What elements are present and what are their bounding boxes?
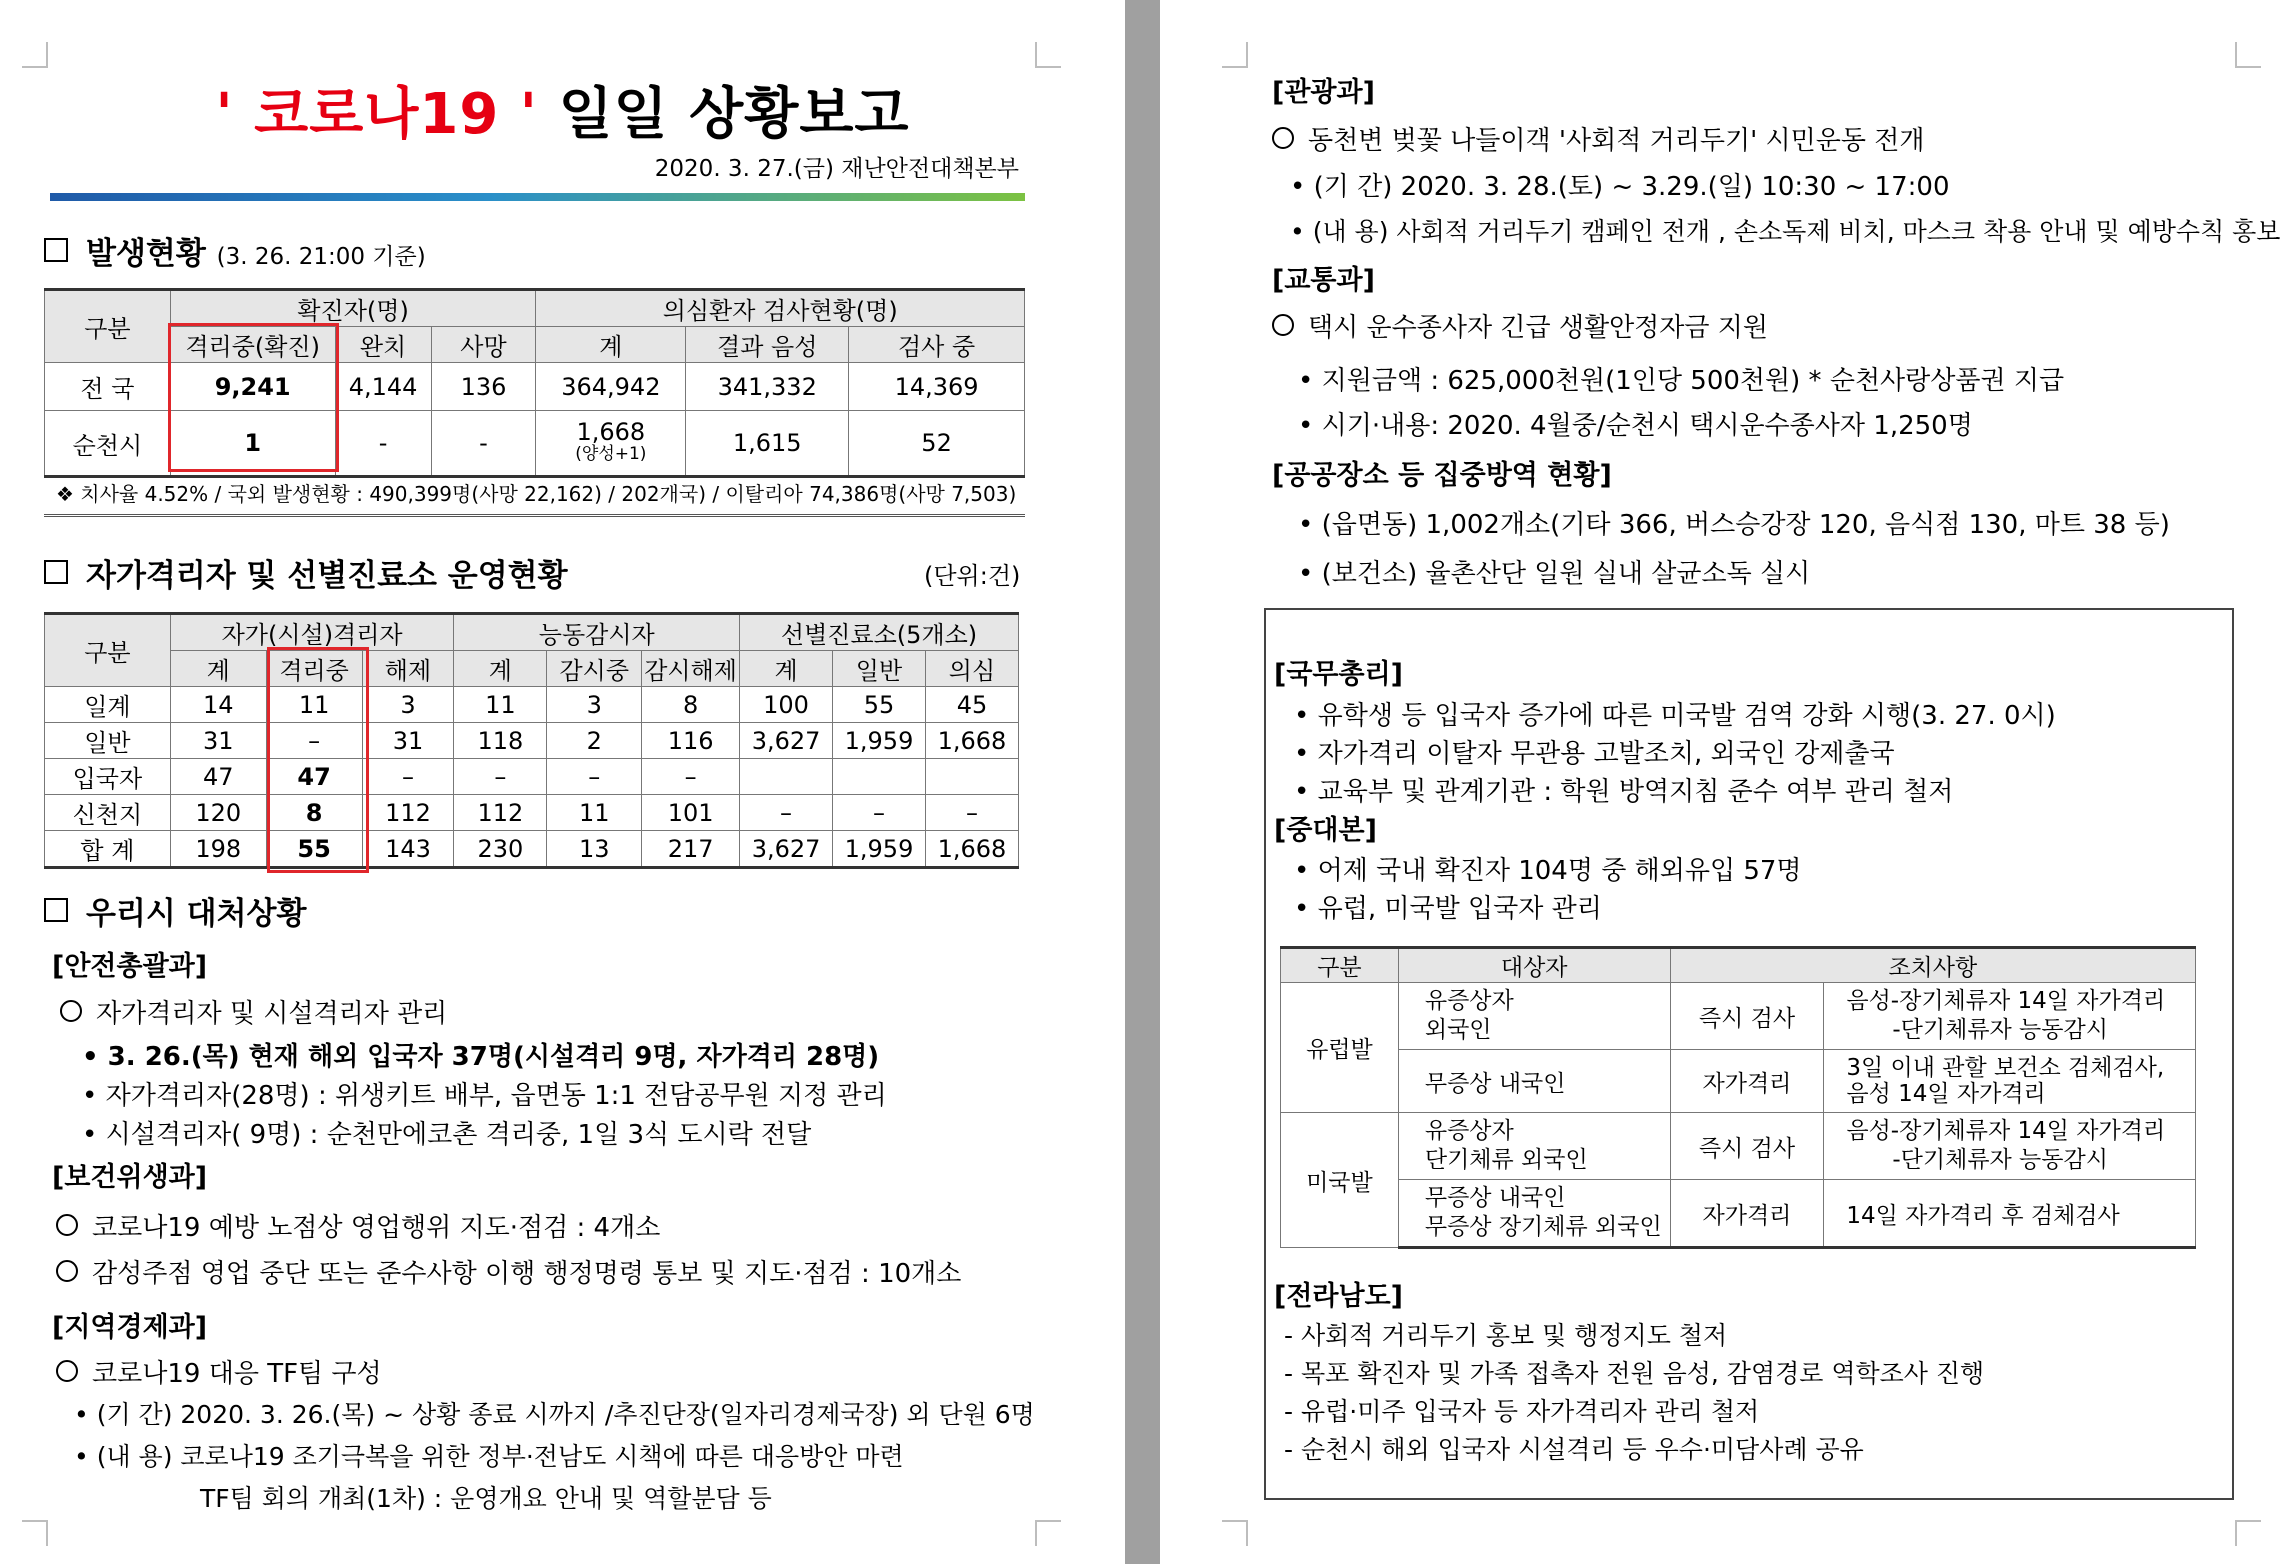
list-item: • 자가격리 이탈자 무관용 고발조치, 외국인 강제출국 — [1294, 739, 1895, 769]
list-item: • 시설격리자( 9명) : 순천만에코촌 격리중, 1일 3식 도시락 전달 — [82, 1120, 812, 1150]
list-item: • (보건소) 율촌산단 일원 실내 살균소독 실시 — [1298, 559, 1811, 589]
page-corner-mark — [2235, 1520, 2261, 1546]
list-item: • (기 간) 2020. 3. 26.(목) ~ 상황 종료 시까지 /추진단장(일자리경제국장) 외 단원 6명 — [74, 1400, 1035, 1429]
table-row: 무증상 내국인 자가격리 3일 이내 관할 보건소 검체검사, 음성 14일 자가격리 — [1281, 1050, 2196, 1113]
list-item: • 시기·내용: 2020. 4월중/순천시 택시운수종사자 1,250명 — [1298, 411, 1973, 441]
table-row: 일계 14 11 3 11 3 8 100 55 45 — [45, 687, 1019, 723]
unit-label: (단위:건) — [924, 562, 1021, 590]
report-page-1 — [0, 0, 1125, 1564]
report-page-2 — [1160, 0, 2285, 1564]
list-item: - 유럽·미주 입국자 등 자가격리자 관리 철저 — [1284, 1397, 1760, 1426]
list-item: • (내 용) 사회적 거리두기 캠페인 전개 , 손소독제 비치, 마스크 착용 안내 및 예방수칙 홍보 — [1290, 217, 2281, 246]
col-testing: 검사 중 — [849, 327, 1025, 363]
list-item: • 유학생 등 입국자 증가에 따른 미국발 검역 강화 시행(3. 27. 0시) — [1294, 701, 2056, 731]
list-item: TF팀 회의 개최(1차) : 운영개요 안내 및 역할분담 등 — [200, 1484, 772, 1513]
jeonnam-title: [전라남도] — [1274, 1281, 1404, 1312]
dept-economy-title: [지역경제과] — [52, 1312, 208, 1343]
title-underline-bar — [50, 193, 1025, 201]
list-item: • (내 용) 코로나19 조기극복을 위한 정부·전남도 시책에 따른 대응방안 마련 — [74, 1442, 904, 1471]
list-item: • 어제 국내 확진자 104명 중 해외유입 57명 — [1294, 856, 1802, 886]
list-item: • 지원금액 : 625,000천원(1인당 500천원) * 순천사랑상품권 지급 — [1298, 366, 2065, 396]
list-item: • 교육부 및 관계기관 : 학원 방역지침 준수 여부 관리 철저 — [1294, 777, 1954, 807]
section-occurrence-heading: 발생현황 (3. 26. 21:00 기준) — [44, 228, 426, 273]
circle-bullet-icon — [60, 1000, 82, 1022]
basis-time: (3. 26. 21:00 기준) — [216, 244, 426, 270]
table-row: 무증상 내국인 무증상 장기체류 외국인 자가격리 14일 자가격리 후 검체검사 — [1281, 1180, 2196, 1248]
list-item: 감성주점 영업 중단 또는 준수사항 이행 행정명령 통보 및 지도·점검 : 10개소 — [56, 1253, 961, 1290]
table-row: 입국자 47 47 – – – – — [45, 759, 1019, 795]
circle-bullet-icon — [56, 1260, 78, 1282]
col-gubun: 구분 — [45, 290, 171, 363]
positive-note: (양성+1) — [575, 444, 647, 464]
table-row: 미국발 유증상자 단기체류 외국인 즉시 검사 음성-장기체류자 14일 자가격리 -단기체류자 능동감시 — [1281, 1113, 2196, 1180]
table-row: 전 국 9,241 4,144 136 364,942 341,332 14,369 — [45, 363, 1025, 411]
economy-main: 코로나19 대응 TF팀 구성 — [56, 1353, 382, 1390]
title-main: 일일 상황보고 — [558, 82, 910, 147]
checkbox-icon — [44, 238, 68, 262]
col-total: 계 — [536, 327, 686, 363]
page-corner-mark — [1035, 1520, 1061, 1546]
list-item: • 3. 26.(목) 현재 해외 입국자 37명(시설격리 9명, 자가격리 28명) — [82, 1042, 880, 1072]
highlight-box — [168, 323, 339, 472]
circle-bullet-icon — [56, 1214, 78, 1236]
list-item: - 사회적 거리두기 홍보 및 행정지도 철저 — [1284, 1321, 1728, 1350]
dept-safety-title: [안전총괄과] — [52, 951, 208, 982]
col-death: 사망 — [431, 327, 536, 363]
dept-tourism-title: [관광과] — [1272, 77, 1375, 108]
document-title — [0, 70, 1125, 150]
quarantine-table: 구분 자가(시설)격리자 능동감시자 선별진료소(5개소) 계 격리중 해제 계 감시중 감시해제 계 일반 의심 일계 14 11 3 11 3 8 100 55 45 일반 31 – 31 118 2 116 3,627 1,959 1,668 입국자 47 47 – – – – 신천지 120 8 112 112 11 101 – – – 합 계 198 55 143 230 13 217 3,627 1,959 1,668 — [44, 612, 1019, 869]
circle-bullet-icon — [56, 1360, 78, 1382]
col-suspect: 의심환자 검사현황(명) — [536, 290, 1025, 327]
section-quarantine-heading: 자가격리자 및 선별진료소 운영현황 — [44, 550, 568, 595]
list-item: • (기 간) 2020. 3. 28.(토) ~ 3.29.(일) 10:30 ~ 17:00 — [1290, 172, 1950, 202]
section-response-heading: 우리시 대처상황 — [44, 888, 306, 933]
page-corner-mark — [22, 42, 48, 68]
dept-health-title: [보건위생과] — [52, 1162, 208, 1193]
table-row: 신천지 120 8 112 112 11 101 – – – — [45, 795, 1019, 831]
col-gubun: 구분 — [45, 614, 171, 687]
col-confirmed: 확진자(명) — [170, 290, 536, 327]
highlight-box — [267, 647, 369, 873]
circle-bullet-icon — [1272, 314, 1294, 336]
table-row: 합 계 198 55 143 230 13 217 3,627 1,959 1,668 — [45, 831, 1019, 868]
table-row: 유럽발 유증상자 외국인 즉시 검사 음성-장기체류자 14일 자가격리 -단기체류자 능동감시 — [1281, 983, 2196, 1050]
hq-title: [중대본] — [1274, 815, 1377, 846]
circle-bullet-icon — [1272, 127, 1294, 149]
list-item: 코로나19 예방 노점상 영업행위 지도·점검 : 4개소 — [56, 1207, 660, 1244]
page-corner-mark — [22, 1520, 48, 1546]
dept-traffic-title: [교통과] — [1272, 265, 1375, 296]
col-recovered: 완치 — [335, 327, 431, 363]
title-covid-label: ' 코로나19 ' — [215, 82, 538, 147]
table-row: 일반 31 – 31 118 2 116 3,627 1,959 1,668 — [45, 723, 1019, 759]
list-item: • 자가격리자(28명) : 위생키트 배부, 읍면동 1:1 전담공무원 지정 관리 — [82, 1081, 887, 1111]
page-corner-mark — [2235, 42, 2261, 68]
report-date: 2020. 3. 27.(금) 재난안전대책본부 — [654, 156, 1019, 182]
col-active-monitoring: 능동감시자 — [454, 614, 740, 651]
checkbox-icon — [44, 560, 68, 584]
page-corner-mark — [1222, 1520, 1248, 1546]
col-screening-clinic: 선별진료소(5개소) — [740, 614, 1019, 651]
page-corner-mark — [1222, 42, 1248, 68]
public-places-title: [공공장소 등 집중방역 현황] — [1272, 460, 1612, 491]
list-item: - 목포 확진자 및 가족 접촉자 전원 음성, 감염경로 역학조사 진행 — [1284, 1359, 1985, 1388]
table-row: 순천시 1 - - 1,668 (양성+1) 1,615 52 — [45, 411, 1025, 477]
list-item: • (읍면동) 1,002개소(기타 366, 버스승강장 120, 음식점 130, 마트 38 등) — [1298, 510, 2170, 540]
checkbox-icon — [44, 898, 68, 922]
traffic-main: 택시 운수종사자 긴급 생활안정자금 지원 — [1272, 307, 1768, 344]
pm-title: [국무총리] — [1274, 659, 1404, 690]
tourism-main: 동천변 벚꽃 나들이객 '사회적 거리두기' 시민운동 전개 — [1272, 120, 1924, 157]
safety-main: 자가격리자 및 시설격리자 관리 — [60, 993, 447, 1030]
col-self-quarantine: 자가(시설)격리자 — [170, 614, 454, 651]
page-corner-mark — [1035, 42, 1061, 68]
divider — [44, 514, 1025, 517]
list-item: • 유럽, 미국발 입국자 관리 — [1294, 894, 1602, 924]
fatality-footnote: ❖ 치사율 4.52% / 국외 발생현황 : 490,399명(사망 22,162) / 202개국) / 이탈리아 74,386명(사망 7,503) — [56, 482, 1017, 506]
col-negative: 결과 음성 — [686, 327, 849, 363]
list-item: - 순천시 해외 입국자 시설격리 등 우수·미담사례 공유 — [1284, 1435, 1864, 1464]
entry-measures-table: 구분 대상자 조치사항 유럽발 유증상자 외국인 즉시 검사 음성-장기체류자 14일 자가격리 -단기체류자 능동감시 무증상 내국인 자가격리 3일 이내 관할 보건소 검체검사, 음성 14일 자가격리 미국발 유증상자 단기체류 외국인 즉시 검사 음성-장기체류자 14일 자가격리 -단기체류자 능동감시 무증상 내국인 무증상 장기체류 외국인 자가격리 14일 자가격리 후 검체검사 — [1280, 946, 2196, 1249]
col-isolating: 격리중(확진) — [170, 327, 335, 363]
